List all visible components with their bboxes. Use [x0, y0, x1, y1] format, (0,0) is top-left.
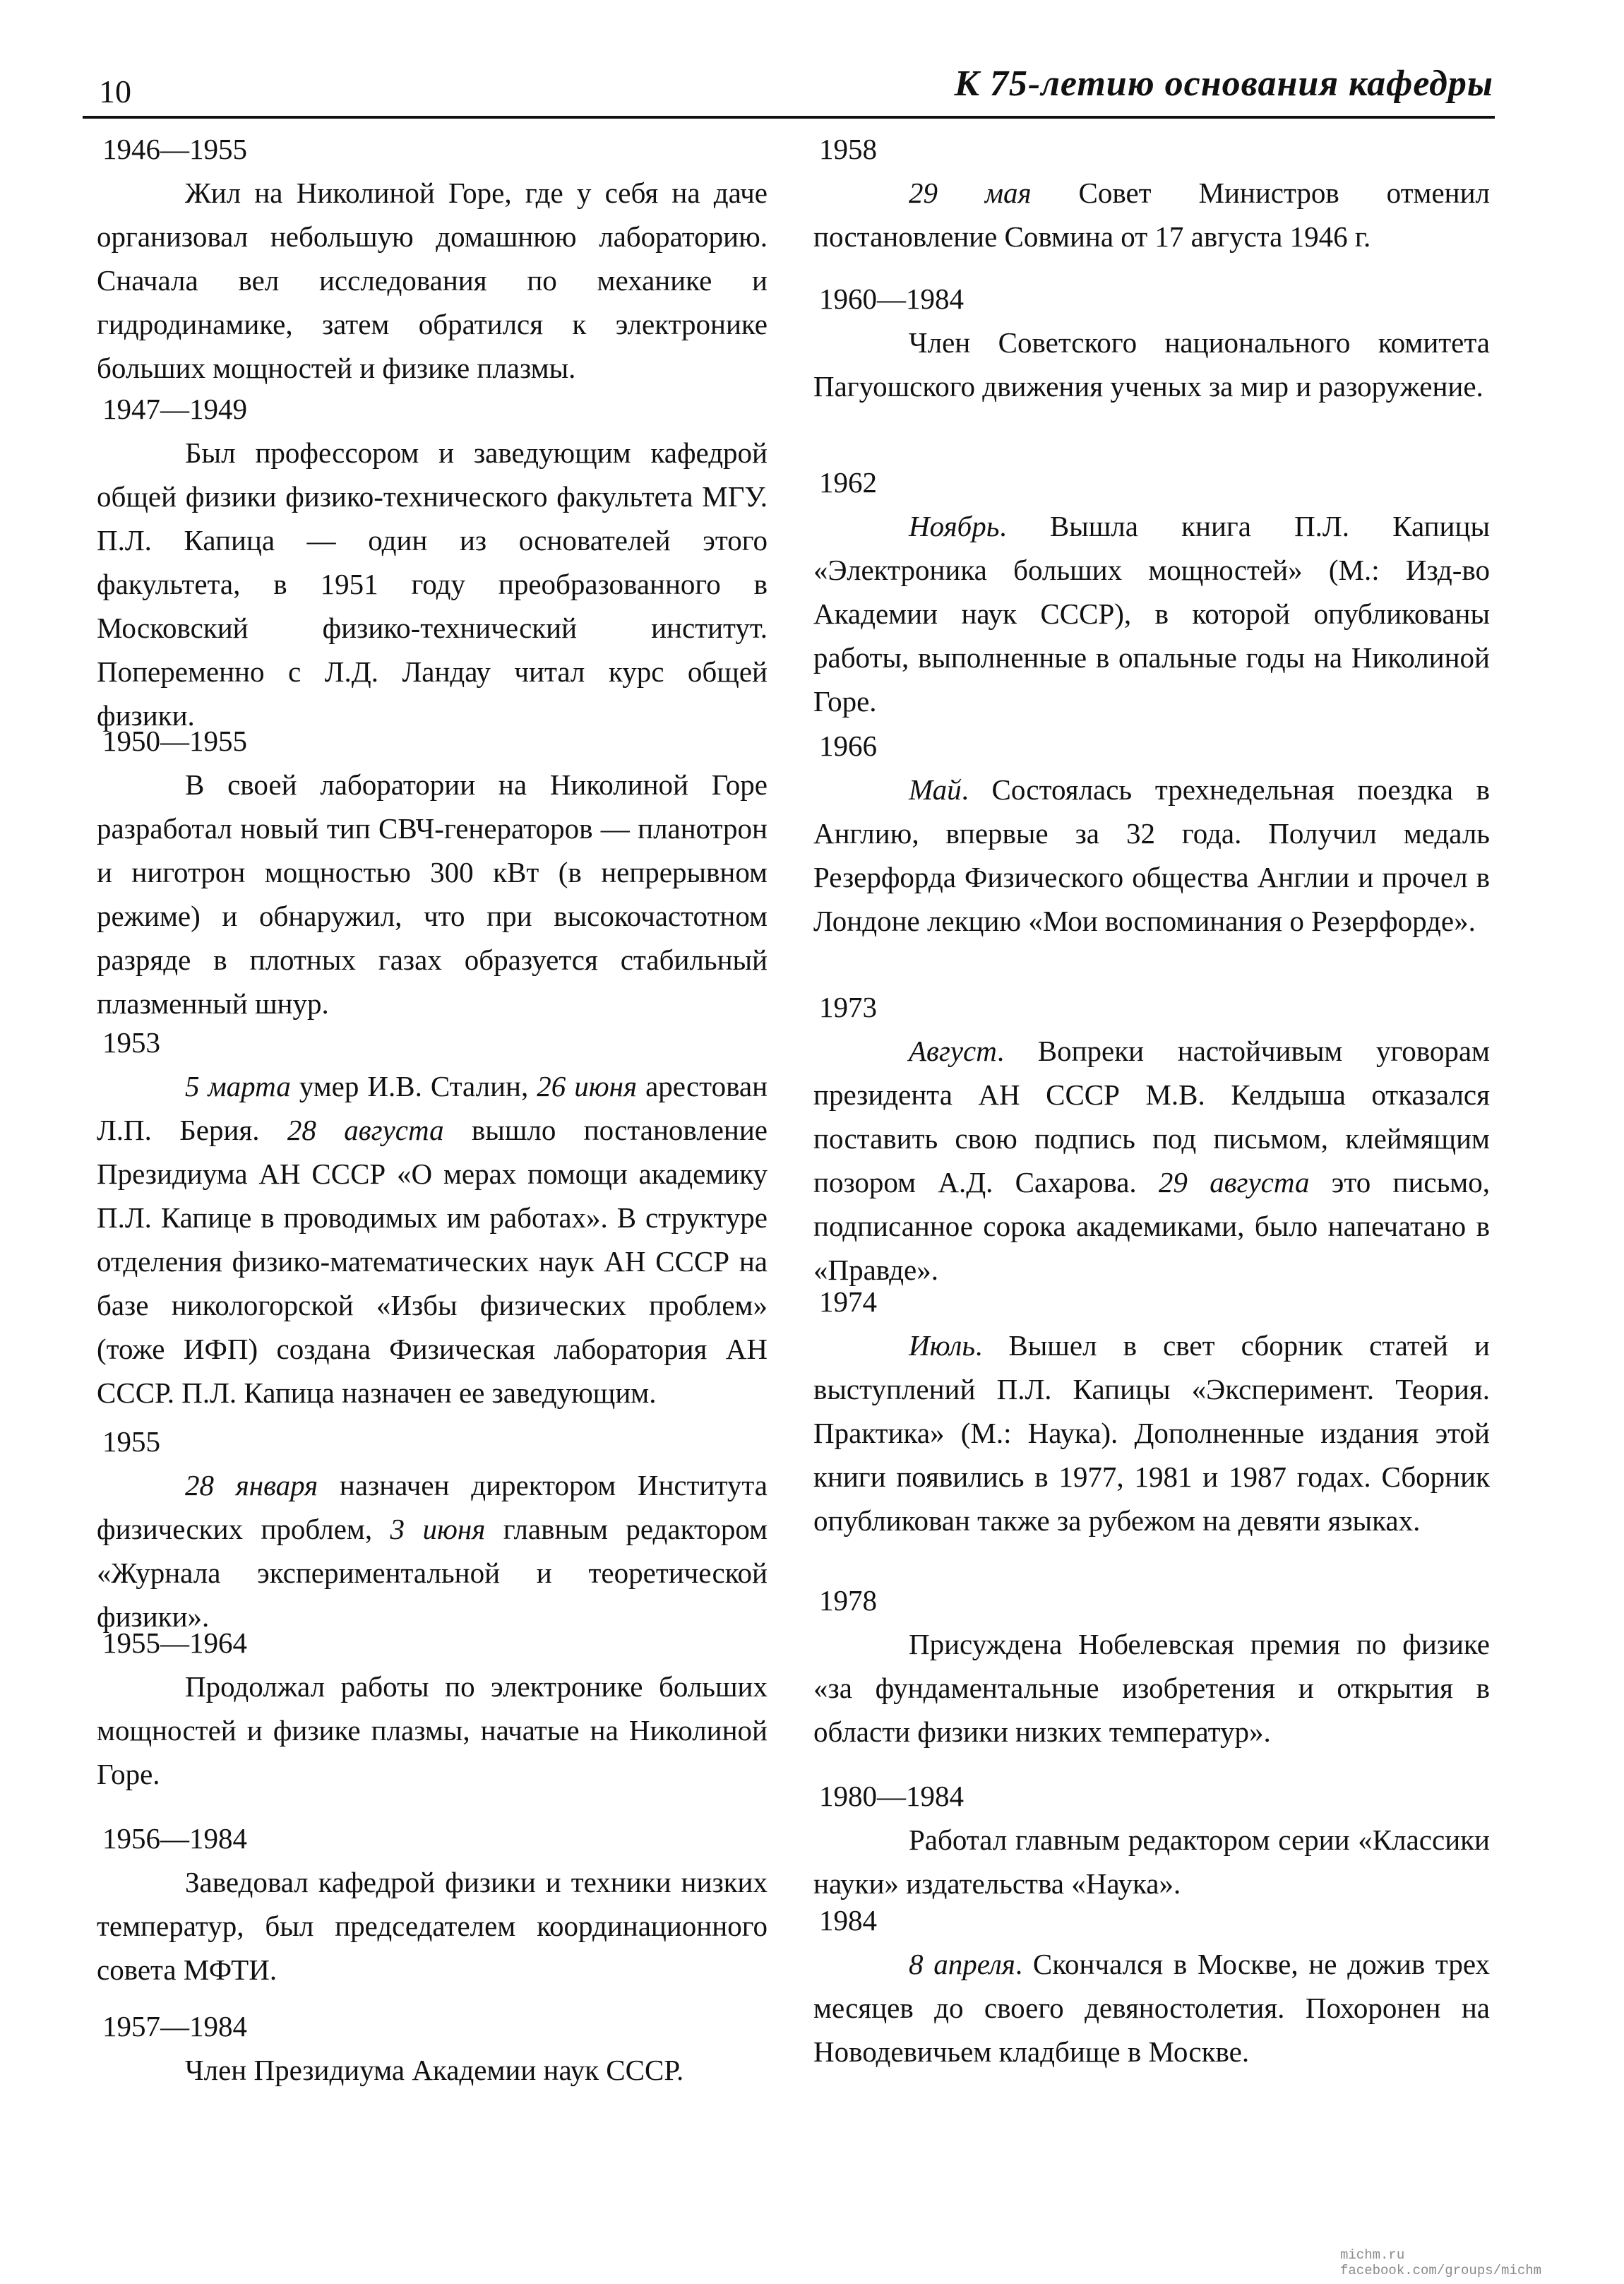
running-title: К 75-летию основания кафедры	[954, 64, 1493, 104]
date-emphasis: 5 марта	[185, 1070, 291, 1102]
text-run: Работал главным редактором серии «Классики науки» издательства «Наука».	[813, 1824, 1490, 1900]
chronology-entry	[97, 1021, 768, 1415]
entry-text	[97, 2048, 768, 2092]
entry-text	[97, 1064, 768, 1415]
chronology-entry	[813, 1280, 1490, 1542]
chronology-entry	[813, 277, 1490, 408]
entry-year: 1955	[102, 1425, 160, 1458]
date-emphasis: Август	[909, 1035, 997, 1067]
chronology-entry	[97, 127, 768, 390]
text-run: вышло постановление Президиума АН СССР «О мерах помощи академику П.Л. Капице в проводимых им работах». В структуре отделения физико-математических наук АН СССР на базе никологорской «Избы физических проблем» (тоже ИФП) создана Физическая лаборатория АН СССР. П.Л. Капица назначен ее заведующим.	[97, 1114, 768, 1409]
entry-year: 1974	[819, 1285, 877, 1318]
chronology-entry	[97, 2004, 768, 2092]
watermark	[1340, 2247, 1541, 2278]
chronology-entry	[97, 719, 768, 1025]
date-emphasis: 3 июня	[390, 1513, 486, 1545]
chronology-entry	[813, 127, 1490, 258]
page-number: 10	[99, 73, 131, 109]
text-run: Присуждена Нобелевская премия по физике «за фундаментальные изобретения и открытия в области физики низких температур».	[813, 1628, 1490, 1748]
entry-year: 1966	[819, 730, 877, 762]
chronology-entry	[97, 1621, 768, 1796]
chronology-entry	[813, 724, 1490, 943]
text-run: Был профессором и заведующим кафедрой общей физики физико-технического факультета МГУ. П.Л. Капица — один из основателей этого факультета, в 1951 году преобразованного в Московский физико-технический институт. Попеременно с Л.Д. Ландау читал курс общей физики.	[97, 436, 768, 732]
chronology-entry	[97, 1420, 768, 1638]
entry-text	[813, 504, 1490, 723]
entry-year: 1957—1984	[102, 2010, 247, 2042]
text-run: . Скончался в Москве, не дожив трех месяцев до своего девяностолетия. Похоронен на Новодевичьем кладбище в Москве.	[813, 1948, 1491, 2068]
entry-text	[97, 171, 768, 390]
chronology-entry	[813, 1774, 1490, 1905]
date-emphasis: 8 апреля	[909, 1948, 1015, 1980]
entry-text	[813, 1942, 1490, 2074]
entry-year: 1955—1964	[102, 1626, 247, 1659]
watermark-link: facebook.com/groups/michm	[1340, 2263, 1542, 2278]
entry-year: 1956—1984	[102, 1822, 247, 1855]
text-run: Член Президиума Академии наук СССР.	[185, 2054, 684, 2086]
entry-text	[813, 768, 1490, 943]
entry-text	[97, 1665, 768, 1796]
entry-year: 1958	[819, 133, 877, 165]
chronology-entry	[813, 1898, 1490, 2074]
date-emphasis: 28 января	[185, 1469, 318, 1501]
text-run: Совет Министров отменил постановление Совмина от 17 августа 1946 г.	[813, 177, 1490, 253]
entry-text	[97, 431, 768, 737]
entry-year: 1947—1949	[102, 393, 247, 425]
entry-text	[813, 1029, 1490, 1292]
entry-year: 1950—1955	[102, 725, 247, 757]
text-run: В своей лаборатории на Николиной Горе разработал новый тип СВЧ-генераторов — планотрон и ниготрон мощностью 300 кВт (в непрерывном режиме) и обнаружил, что при высокочастотном разряде в плотных газах образуется стабильный плазменный шнур.	[97, 768, 768, 1020]
entry-year: 1960—1984	[819, 282, 964, 315]
text-run: умер И.В. Сталин,	[290, 1070, 537, 1102]
entry-year: 1962	[819, 466, 877, 499]
entry-text	[813, 1324, 1490, 1542]
entry-text	[97, 1860, 768, 1992]
chronology-entry	[97, 1816, 768, 1992]
entry-text	[813, 1622, 1490, 1754]
entry-year: 1946—1955	[102, 133, 247, 165]
date-emphasis: Ноябрь	[909, 510, 1000, 542]
date-emphasis: 29 мая	[909, 177, 1032, 209]
entry-text	[813, 1818, 1490, 1905]
chronology-entry	[813, 460, 1490, 723]
entry-text	[97, 763, 768, 1025]
date-emphasis: 28 августа	[287, 1114, 444, 1146]
entry-year: 1953	[102, 1026, 160, 1059]
text-run: Заведовал кафедрой физики и техники низких температур, был председателем координационного совета МФТИ.	[97, 1866, 768, 1986]
entry-year: 1978	[819, 1584, 877, 1617]
date-emphasis: Июль	[909, 1329, 976, 1362]
date-emphasis: 29 августа	[1158, 1166, 1310, 1198]
entry-text	[813, 171, 1490, 258]
chronology-entry	[813, 985, 1490, 1292]
entry-year: 1980—1984	[819, 1780, 964, 1812]
text-run: назначен директором Института физических проблем,	[97, 1469, 768, 1545]
header-rule	[83, 116, 1495, 119]
text-run: Член Советского национального комитета Пагуошского движения ученых за мир и разоружение.	[813, 326, 1490, 403]
watermark-site: michm.ru	[1340, 2247, 1405, 2263]
chronology-entry	[813, 1578, 1490, 1754]
text-run: . Состоялась трехнедельная поездка в Англию, впервые за 32 года. Получил медаль Резерфорда Физического общества Англии и прочел в Лондоне лекцию «Мои воспоминания о Резерфорде».	[813, 773, 1490, 937]
date-emphasis: 26 июня	[537, 1070, 638, 1102]
text-run: . Вопреки настойчивым уговорам президента АН СССР М.В. Келдыша отказался поставить свою подпись под письмом, клеймящим позором А.Д. Сахарова.	[813, 1035, 1490, 1198]
text-run: это письмо, подписанное сорока академиками, было напечатано в «Правде».	[813, 1166, 1490, 1286]
text-run: Продолжал работы по электронике больших мощностей и физике плазмы, начатые на Николиной Горе.	[97, 1670, 768, 1790]
entry-text	[97, 1463, 768, 1638]
chronology-entry	[97, 387, 768, 737]
text-run: арестован Л.П. Берия.	[97, 1070, 768, 1146]
date-emphasis: Май	[909, 773, 962, 806]
text-run: Жил на Николиной Горе, где у себя на даче организовал небольшую домашнюю лабораторию. Сначала вел исследования по механике и гидродинамике, затем обратился к электронике больших мощностей и физике плазмы.	[97, 177, 768, 384]
entry-text	[813, 321, 1490, 408]
entry-year: 1973	[819, 991, 877, 1023]
text-run: главным редактором «Журнала экспериментальной и теоретической физики».	[97, 1513, 768, 1633]
entry-year: 1984	[819, 1904, 877, 1937]
text-run: . Вышел в свет сборник статей и выступлений П.Л. Капицы «Эксперимент. Теория. Практика» (М.: Наука). Дополненные издания этой книги появились в 1977, 1981 и 1987 годах. Сборник опубликован также за рубежом на девяти языках.	[813, 1329, 1490, 1537]
text-run: . Вышла книга П.Л. Капицы «Электроника больших мощностей» (М.: Изд-во Академии наук СССР), в которой опубликованы работы, выполненные в опальные годы на Николиной Горе.	[813, 510, 1490, 718]
